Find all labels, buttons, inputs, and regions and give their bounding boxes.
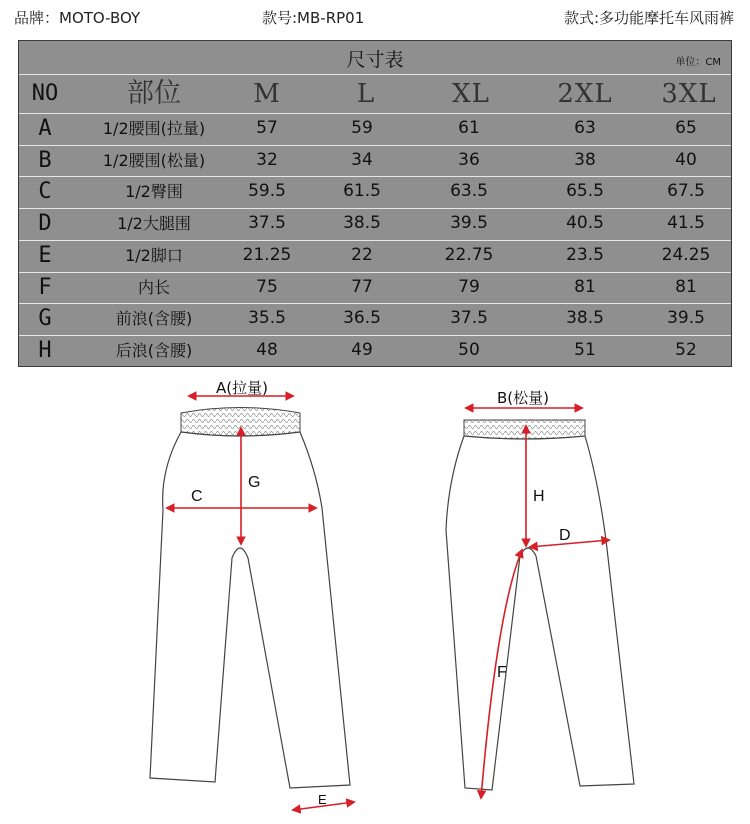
row-part-name: 1/2脚口 <box>125 245 183 265</box>
back-waistband <box>464 420 585 439</box>
table-cell-value: 51 <box>574 339 596 360</box>
table-cell-value: 63 <box>574 118 596 138</box>
table-cell-value: 35.5 <box>248 308 286 329</box>
table-cell-value: 38 <box>574 149 596 170</box>
table-cell-value: 38.5 <box>343 213 381 234</box>
row-code: F <box>38 274 52 300</box>
row-code: E <box>38 242 52 268</box>
brand-label: 品牌：MOTO-BOY <box>14 9 141 27</box>
table-cell-value: 61.5 <box>343 181 381 202</box>
front-pants <box>150 396 354 810</box>
row-part-name: 1/2大腿围 <box>117 214 191 234</box>
table-cell-value: 65.5 <box>566 181 604 202</box>
table-cell-value: 36.5 <box>343 308 381 329</box>
table-cell-value: 39.5 <box>667 308 705 329</box>
label-d: D <box>559 527 571 544</box>
table-cell-value: 79 <box>458 276 480 297</box>
column-header-size: M <box>253 79 281 109</box>
table-cell-value: 37.5 <box>450 308 488 329</box>
table-cell-value: 32 <box>256 149 278 170</box>
column-header-size: 3XL <box>661 79 717 109</box>
table-cell-value: 39.5 <box>450 213 488 234</box>
table-cell-value: 59 <box>351 118 373 138</box>
table-cell-value: 34 <box>351 149 373 170</box>
table-cell-value: 52 <box>675 339 697 360</box>
table-cell-value: 22 <box>351 244 373 265</box>
back-pants <box>446 408 634 798</box>
unit-label: 单位：CM <box>675 57 721 68</box>
label-f: F <box>497 664 507 681</box>
label-b: B(松量) <box>497 389 549 407</box>
row-code: B <box>38 147 52 173</box>
column-header-part: 部位 <box>127 78 181 109</box>
table-cell-value: 40.5 <box>566 213 604 234</box>
table-cell-value: 57 <box>256 118 278 138</box>
table-cell-value: 22.75 <box>444 244 494 265</box>
table-cell-value: 49 <box>351 339 373 360</box>
table-cell-value: 61 <box>458 118 480 138</box>
row-part-name: 内长 <box>137 277 170 297</box>
style-label: 款式:多功能摩托车风雨裤 <box>563 9 734 27</box>
column-header-size: L <box>356 79 376 109</box>
row-code: C <box>38 179 52 205</box>
table-title: 尺寸表 <box>346 49 404 71</box>
table-cell-value: 36 <box>458 149 480 170</box>
row-part-name: 1/2腰围(松量) <box>102 150 206 170</box>
table-cell-value: 75 <box>256 276 278 297</box>
label-e: E <box>318 792 327 807</box>
table-cell-value: 37.5 <box>248 213 286 234</box>
row-part-name: 后浪(含腰) <box>115 340 193 360</box>
column-header-no: NO <box>31 81 59 106</box>
table-cell-value: 77 <box>351 276 373 297</box>
table-cell-value: 81 <box>574 276 596 297</box>
table-cell-value: 38.5 <box>566 308 604 329</box>
table-cell-value: 63.5 <box>450 181 488 202</box>
table-cell-value: 67.5 <box>667 181 705 202</box>
table-cell-value: 40 <box>675 149 697 170</box>
table-cell-value: 21.25 <box>242 244 292 265</box>
row-code: D <box>38 211 52 237</box>
table-cell-value: 50 <box>458 339 480 360</box>
size-chart-table <box>18 40 732 367</box>
row-part-name: 1/2腰围(拉量) <box>102 119 206 138</box>
model-number-label: 款号:MB-RP01 <box>262 9 365 27</box>
label-c: C <box>191 488 203 505</box>
label-g: G <box>248 474 261 491</box>
table-cell-value: 65 <box>675 118 697 138</box>
row-code: A <box>38 116 52 141</box>
pants-measurement-diagram <box>0 370 750 820</box>
table-cell-value: 48 <box>256 339 278 360</box>
table-cell-value: 24.25 <box>661 244 711 265</box>
table-cell-value: 23.5 <box>566 244 604 265</box>
label-a: A(拉量) <box>216 379 268 397</box>
table-cell-value: 81 <box>675 276 697 297</box>
pants-diagram-svg <box>0 370 750 820</box>
label-h: H <box>533 488 545 505</box>
row-code: G <box>38 306 52 332</box>
table-cell-value: 41.5 <box>667 213 705 234</box>
table-cell-value: 59.5 <box>248 181 286 202</box>
row-part-name: 前浪(含腰) <box>115 309 193 329</box>
row-code: H <box>38 337 52 363</box>
column-header-size: XL <box>452 79 490 109</box>
row-part-name: 1/2臀围 <box>125 182 183 202</box>
column-header-size: 2XL <box>557 79 613 109</box>
